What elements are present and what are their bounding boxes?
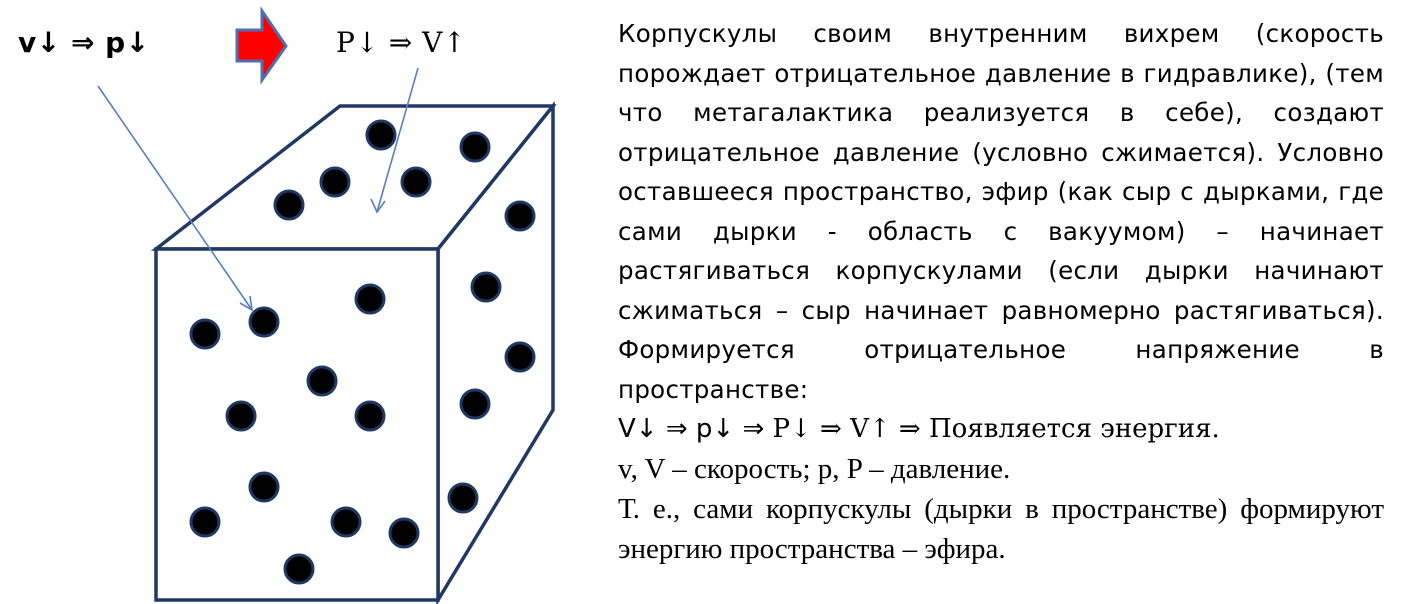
corpuscle-dot xyxy=(402,168,430,196)
explanation-text xyxy=(618,14,1384,569)
corpuscle-dot xyxy=(227,402,255,430)
corpuscle-dot xyxy=(191,508,219,536)
corpuscle-dot xyxy=(285,555,313,583)
right-block-arrow xyxy=(237,11,286,80)
corpuscle-dot xyxy=(367,121,395,149)
corpuscle-dot xyxy=(250,308,278,336)
corpuscle-dot xyxy=(506,202,534,230)
corpuscle-dot xyxy=(191,320,219,348)
corpuscle-dot xyxy=(356,402,384,430)
explanation-paragraph: Корпускулы своим внутренним вихрем (скорость порождает отрицательное давление в гидравлике), (тем что метагалактика реализуется в себе), создают отрицательное давление (условно сжимается). Условно оставшееся пространство, эфир (как сыр с дырками, где сами дырки - область с вакуумом) – начинает растягиваться корпускулами (если дырки начинают сжиматься – сыр начинает равномерно растягиваться). Формируется отрицательное напряжение в пространстве: xyxy=(618,19,1384,404)
corpuscle-dot xyxy=(332,508,360,536)
chain-start: V↓ ⇒ p↓ ⇒ xyxy=(618,414,773,444)
cube-front-face xyxy=(156,249,438,600)
chain-end: P↓ ⇒ V↑ ⇒ Появляется энергия. xyxy=(772,414,1220,444)
corpuscle-dot xyxy=(461,390,489,418)
corpuscle-dot xyxy=(321,168,349,196)
formula-pressure-velocity-large: P↓ ⇒ V↑ xyxy=(336,26,467,59)
corpuscle-dot xyxy=(308,367,336,395)
corpuscle-dot xyxy=(472,273,500,301)
corpuscle-dot xyxy=(449,484,477,512)
variable-definitions: v, V – скорость; p, P – давление. xyxy=(618,453,1011,485)
corpuscle-dot xyxy=(356,285,384,313)
corpuscle-dot xyxy=(461,133,489,161)
cube-diagram xyxy=(0,0,600,604)
conclusion-text: Т. е., сами корпускулы (дырки в пространстве) формируют энергию пространства – эфира. xyxy=(618,493,1384,565)
energy-chain-formula xyxy=(618,409,1384,449)
corpuscle-dot xyxy=(506,343,534,371)
formula-velocity-pressure-small: v↓ ⇒ p↓ xyxy=(18,26,150,59)
corpuscle-dot xyxy=(275,191,303,219)
corpuscle-dot xyxy=(390,519,418,547)
corpuscle-dot xyxy=(250,473,278,501)
